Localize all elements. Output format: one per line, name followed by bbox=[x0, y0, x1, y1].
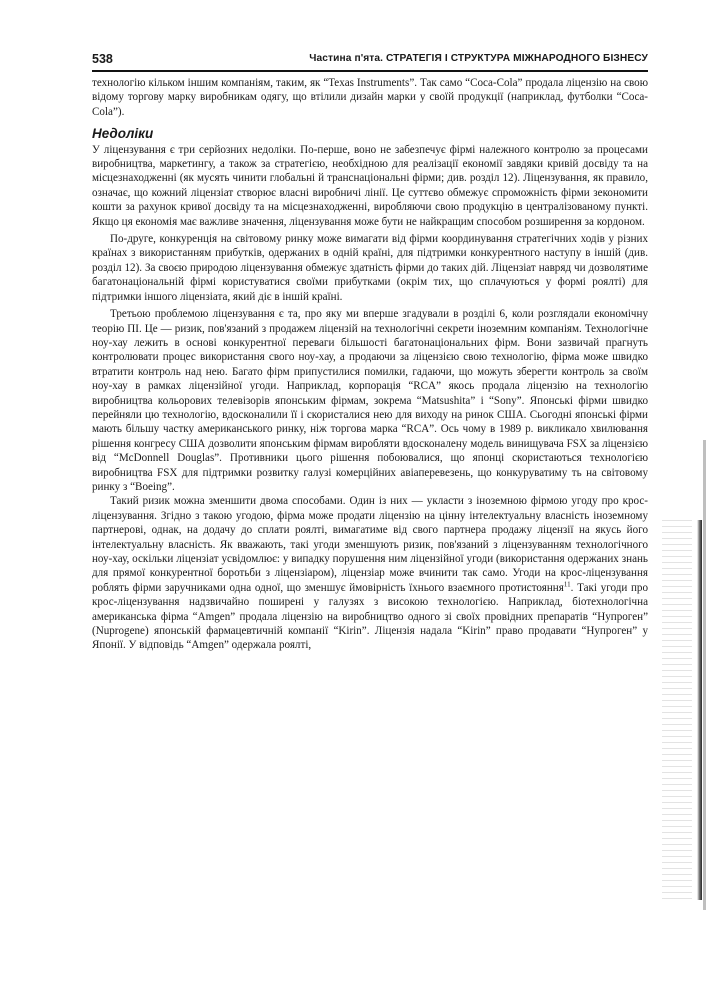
footnote-marker: 11 bbox=[563, 580, 571, 589]
paragraph-1: У ліцензування є три серйозних недоліки. По-перше, воно не забезпечує фірмі належного контролю за процесами виробництва, маркетингу, а також за стратегією, необхідною для реалізації економії завдяки кривій досвіду та на місцезнаходженні (як мусять чинити глобальні й транснаціональні фірми; див. розділ 12). Ліцензування, як правило, означає, що кожний ліцензіат створює власні виробничі лінії. Це суттєво обмежує спроможність фірми зекономити кошти за рахунок кривої досвіду та на місцезнаходженні, виробляючи свою продукцію в централізованому пункті. Якщо ця економія має важливе значення, ліцензування може бути не найкращим способом розширення за кордоном. bbox=[92, 143, 648, 228]
paragraph-4 bbox=[92, 494, 648, 652]
section-title: Недоліки bbox=[92, 126, 154, 142]
paragraph-4-part-1: Такий ризик можна зменшити двома способами. Один із них — укласти з іноземною фірмою угоду про крос-ліцензування. Згідно з такою угодою, фірма може продати ліцензію на цінну інтелектуальну власність іноземному партнерові, однак, на додачу до сплати роялті, вимагатиме від свого партнера продажу ліцензії на якусь його інтелектуальну власність. Як вважають, такі угоди зменшують ризик, пов'язаний з ліцензуванням технологічного ноу-хау, оскільки ліцензіат усвідомлює: у випадку порушення ним ліцензійної угоди (використання одержаних знань для прямої конкурентної боротьби з ліцензіаром), ліцензіар може вчинити так само. Угоди на крос-ліцензування роблять фірми заручниками одна одної, що зменшує ймовірність їхнього взаємного протистояння bbox=[92, 495, 648, 594]
paragraph-3: Третьою проблемою ліцензування є та, про яку ми вперше згадували в розділі 6, коли розглядали економічну теорію ПІ. Це — ризик, пов'язаний з продажем ліцензій на технологічні секрети іноземним компаніям. Технологічне ноу-хау лежить в основі конкурентної переваги більшості багатонаціональних фірм. Вони зазвичай прагнуть контролювати процес використання свого ноу-хау, а продаючи за ліцензією свою технологію, фірма може швидко втратити контроль над нею. Багато фірм припустилися помилки, гадаючи, що можуть зберегти контроль за своїм ноу-хау в рамках ліцензійної угоди. Наприклад, корпорація “RCA” якось продала ліцензію на технологію виробництва кольорових телевізорів японським фірмам, зокрема “Matsushita” і “Sony”. Японські фірми швидко перейняли цю технологію, вдосконалили її і скористалися нею для виходу на ринок США. Сьогодні японські фірми мають більшу частку американського ринку, ніж торгова марка “RCA”. Ось чому в 1989 р. викликало хвилювання рішення конгресу США дозволити японським фірмам виробляти вдосконалену модель винищувача FSX за ліцензією від “McDonnell Douglas”. Противники цього рішення побоювалися, що японці скористаються технологією виробництва FSX для підтримки розвитку галузі комерційних авіаперевезень, що конкуруватиму ть на світовому ринку з “Boeing”. bbox=[92, 308, 648, 493]
body-text bbox=[92, 76, 648, 653]
page-number: 538 bbox=[92, 52, 113, 66]
intro-paragraph: технологію кільком іншим компаніям, таким, як “Texas Instruments”. Так само “Coca-Cola” продала ліцензію на свою відому торгову марку виробникам одягу, що втілили дизайн марки у своїй продукції (наприклад, футболки “Coca-Cola”). bbox=[92, 77, 648, 118]
paragraph-4-part-2: . Такі угоди про крос-ліцензування надзвичайно поширені у галузях з високою технологією. Наприклад, біотехнологічна американська фірма “Amgen” продала ліцензію на виробництво одного зі своїх провідних препаратів “Нупроген” (Nuprogene) японській фармацевтичній компанії “Kirin”. Ліцензія надала “Kirin” право продавати “Нупроген” у Японії. У відповідь “Amgen” одержала роялті, bbox=[92, 581, 649, 652]
page-header bbox=[92, 50, 648, 72]
paragraph-2: По-друге, конкуренція на світовому ринку може вимагати від фірми координування стратегічних ходів у різних країнах з використанням прибутків, одержаних в одній країні, для підтримки конкурентного наступу в іншій (див. розділ 12). За своєю природою ліцензування обмежує здатність фірми до таких дій. Ліцензіат навряд чи дозволятиме багатонаціональній фірмі користуватися своїми прибутками (окрім тих, що сплачуються у формі роялті) для підтримки іншого ліцензіата, який діє в іншій країні. bbox=[92, 233, 648, 303]
scan-edge-shadow bbox=[697, 520, 702, 900]
scan-edge-marks bbox=[662, 520, 692, 900]
running-head: Частина п'ята. СТРАТЕГІЯ І СТРУКТУРА МІЖНАРОДНОГО БІЗНЕСУ bbox=[309, 53, 648, 64]
